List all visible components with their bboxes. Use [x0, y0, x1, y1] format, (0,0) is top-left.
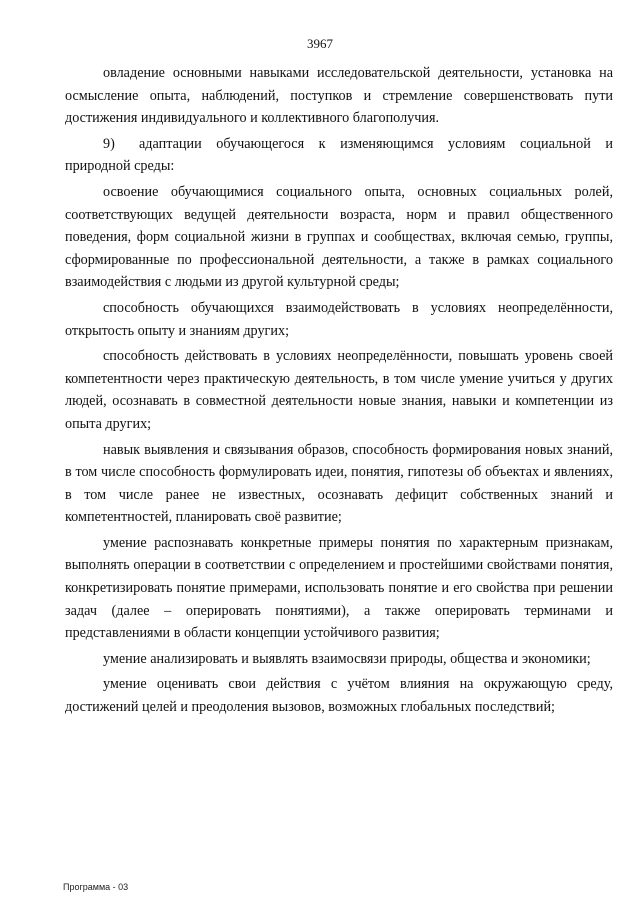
paragraph-item: умение анализировать и выявлять взаимосвязи природы, общества и экономики;	[103, 650, 591, 667]
paragraph-item: умение распознавать конкретные примеры понятия по характерным признакам, выполнять операции в соответствии с определением и простейшими свойствами понятия, конкретизировать понятие примерами, использовать понятие и его свойства при решении задач (далее – оперировать понятиями), а также оперировать терминами и представлениями в области концепции устойчивого развития;	[65, 534, 613, 642]
list-item-number: 9)	[103, 135, 115, 152]
paragraph-item: способность действовать в условиях неопределённости, повышать уровень своей компетентности через практическую деятельность, в том числе умение учиться у других людей, осознавать в совместной деятельности новые знания, навыки и компетенции из опыта других;	[65, 348, 613, 432]
list-item-9	[65, 133, 613, 178]
paragraph-item: навык выявления и связывания образов, способность формирования новых знаний, в том числе способность формулировать идеи, понятия, гипотезы об объектах и явлениях, в том числе ранее не известных, осознавать дефицит собственных знаний и компетентностей, планировать своё развитие;	[65, 441, 613, 526]
document-body	[65, 62, 613, 722]
paragraph-item: умение оценивать свои действия с учётом влияния на окружающую среду, достижений целей и преодоления вызовов, возможных глобальных последствий;	[65, 676, 613, 716]
footer-label: Программа - 03	[63, 882, 129, 892]
paragraph-item: способность обучающихся взаимодействовать в условиях неопределённости, открытость опыту и знаниям других;	[65, 299, 613, 339]
paragraph-item: освоение обучающимися социального опыта, основных социальных ролей, соответствующих ведущей деятельности возраста, норм и правил общественного поведения, форм социальной жизни в группах и сообществах, включая семью, группы, сформированные по профессиональной деятельности, а также в рамках социального взаимодействия с людьми из другой культурной среды;	[65, 183, 613, 291]
list-item-text: адаптации обучающегося к изменяющимся условиям социальной и природной среды:	[65, 135, 613, 175]
page-number: 3967	[307, 36, 333, 51]
paragraph-intro: овладение основными навыками исследовательской деятельности, установка на осмысление опыта, наблюдений, поступков и стремление совершенствовать пути достижения индивидуального и коллективного благополучия.	[65, 65, 613, 127]
